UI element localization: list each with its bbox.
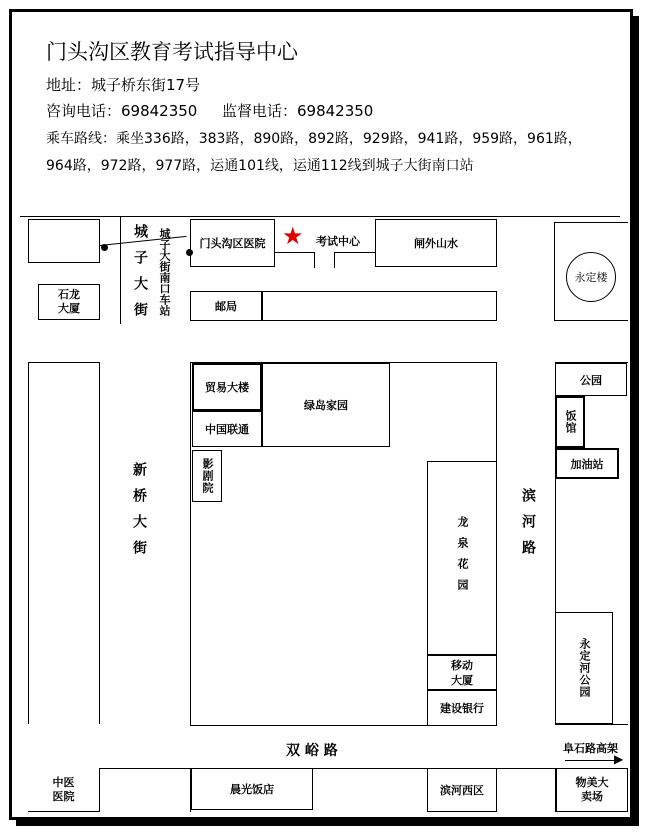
building-cinema: 影剧院 [192, 450, 222, 502]
road-line-xinqiao-right [99, 362, 100, 724]
bus-stop-dot [186, 249, 193, 256]
star-icon: ★ [282, 222, 304, 250]
road-line-top [20, 216, 620, 217]
arrow-right-icon: ▶ [614, 752, 624, 766]
road-line [274, 252, 314, 253]
elevated-road-arrow-line [565, 760, 620, 761]
road-line [334, 252, 376, 253]
building-yidong: 移动大厦 [427, 655, 497, 690]
road-line [555, 724, 628, 725]
building-yongdinghe-park: 永定河公园 [555, 612, 613, 724]
building-restaurant: 饭馆 [555, 396, 585, 448]
bus-stop-dot [101, 244, 108, 251]
building-mentougou-hospital: 门头沟区医院 [190, 219, 275, 267]
building-longquan: 龙泉花园 [427, 461, 497, 655]
building-lvdao: 绿岛家园 [262, 363, 390, 447]
street-chengzi: 城子大街 [132, 224, 148, 328]
building-post-office: 邮局 [190, 291, 262, 321]
building-ccb: 建设银行 [427, 690, 497, 726]
street-shuangyu: 双 峪 路 [286, 743, 338, 759]
unnamed-building [262, 291, 497, 321]
building-binhe-west: 滨河西区 [427, 768, 497, 812]
building-yongding-lou: 永定楼 [566, 252, 616, 302]
consult-phone: 咨询电话：69842350 [46, 102, 198, 120]
route-line-2: 964路，972路，977路，运通101线，运通112线到城子大街南口站 [46, 158, 474, 174]
building-wumei: 物美大卖场 [556, 768, 628, 812]
elevated-road-label: 阜石路高架 [563, 742, 618, 755]
road-line [334, 252, 335, 268]
building-shilong: 石龙大厦 [38, 284, 100, 320]
building-gas-station: 加油站 [555, 448, 619, 479]
road-line-xinqiao-left [28, 362, 29, 724]
address-text: 地址：城子桥东街17号 [46, 76, 201, 94]
frame-shadow-right [633, 16, 639, 824]
unnamed-building [28, 219, 100, 263]
frame-shadow-bottom [16, 820, 639, 826]
building-maoyi: 贸易大楼 [192, 363, 262, 411]
supervise-phone: 监督电话：69842350 [222, 102, 374, 120]
road-line [28, 362, 100, 363]
building-tcm-hospital: 中医医院 [28, 768, 100, 812]
building-park: 公园 [555, 363, 627, 396]
route-line-1: 乘车路线：乘坐336路，383路，890路，892路，929路，941路，959路，961路， [46, 131, 582, 147]
bus-stop-label: 城子大街南口车站 [158, 228, 171, 316]
building-unicom: 中国联通 [192, 411, 262, 447]
road-line-block-left [190, 362, 191, 726]
page-title: 门头沟区教育考试指导中心 [46, 40, 298, 64]
building-chenguang: 晨光饭店 [191, 768, 313, 810]
building-zhawai: 闸外山水 [375, 219, 497, 267]
road-line-chengzi-left [120, 216, 121, 324]
street-binhe: 滨河路 [520, 488, 536, 566]
street-xinqiao: 新桥大街 [131, 462, 147, 566]
target-label: 考试中心 [316, 235, 360, 248]
road-line-shuangyu-bottom [28, 768, 628, 769]
road-line [314, 252, 315, 268]
